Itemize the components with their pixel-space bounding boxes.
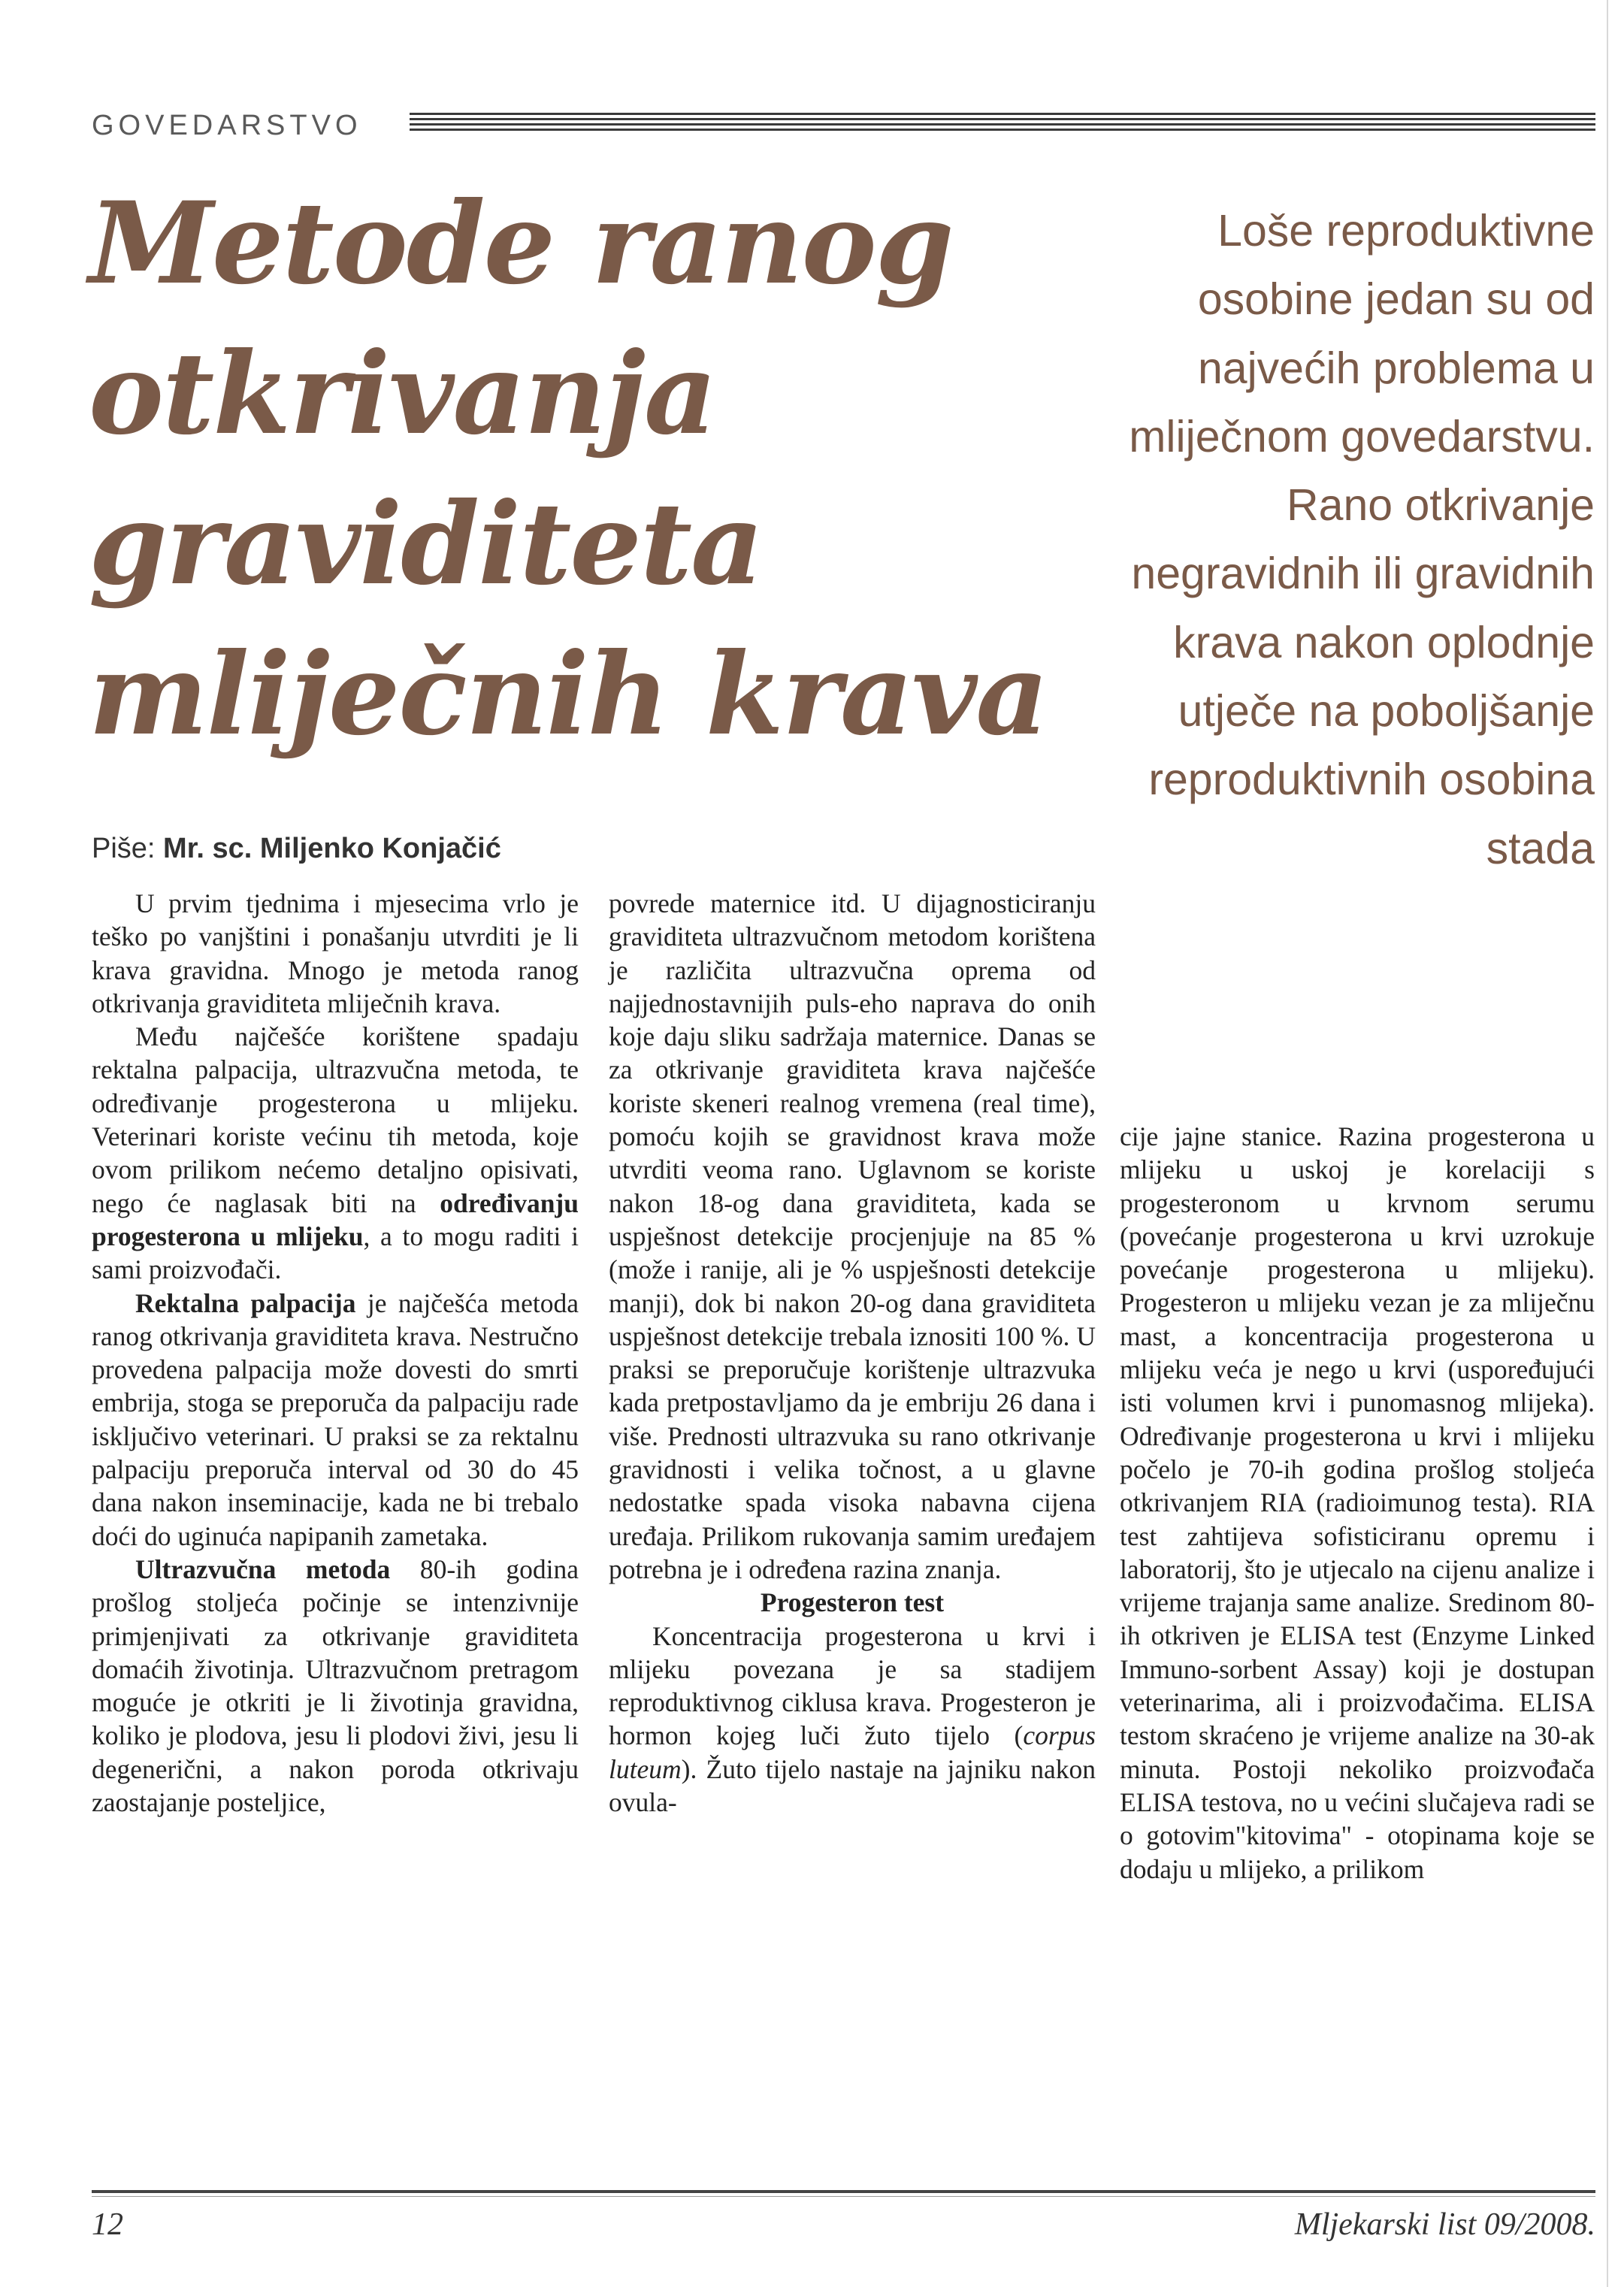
footer-rule-thin xyxy=(92,2196,1595,2197)
pull-quote: Loše reproduktivne osobine jedan su od najvećih problema u mliječnom govedarstvu. Rano otkrivanje negravidnih ili gravidnih krava nakon oplodnje utječe na poboljšanje reproduktivnih osobina stada xyxy=(1129,206,1595,873)
byline-prefix: Piše: xyxy=(92,833,164,864)
paragraph-text: je najčešća metoda ranog otkrivanja graviditeta krava. Nestručno provedena palpacija može dovesti do smrti embrija, stoga se preporuča da palpaciju rade isključivo veterinari. U praksi se za rektalnu palpaciju preporuča interval od 30 do 45 dana nakon inseminacije, kada ne bi trebalo doći do uginuća napipanih zametaka. xyxy=(92,1287,579,1551)
bold-term: određivanju progesterona u mlijeku xyxy=(92,1187,579,1251)
footer-rule xyxy=(92,2190,1595,2193)
paragraph-text: Koncentracija progesterona u krvi i mlijeku povezana je sa stadijem reproduktivnog ciklusa krava. Progesteron je hormon kojeg luči žuto tijelo ( xyxy=(609,1620,1096,1751)
article-title xyxy=(89,168,1066,770)
title-line-1: Metode ranog xyxy=(89,177,953,310)
bold-term: Rektalna palpacija xyxy=(135,1287,356,1318)
text-column-1 xyxy=(92,887,579,1819)
paragraph: cije jajne stanice. Razina progesterona u mlijeku u uskoj je korelaciji s progesteronom u krvnom serumu (povećanje progesterona u krvi uzrokuje povećanje progesterona u mlijeku). Progesteron u mlijeku vezan je za mliječnu mast, a koncentracija progesterona u mlijeku veća je nego u krvi (uspoređujući isti volumen krvi i punomasnog mlijeka). Određivanje progesterona u krvi i mlijeku počelo je 70-ih godina prošlog stoljeća otkrivanjem RIA (radioimunog testa). RIA test zahtijeva sofisticiranu opremu i laboratorij, što je utjecalo na cijenu analize i vrijeme trajanja same analize. Sredinom 80-ih otkriven je ELISA test (Enzyme Linked Immuno-sorbent Assay) koji je dostupan veterinarima, ali i proizvođačima. ELISA testom skraćeno je vrijeme analize na 30-ak minuta. Postoji nekoliko proizvođača ELISA testova, no u većini slučajeva radi se o gotovim"kitovima" - otopinama koje se dodaju u mlijeko, a prilikom xyxy=(1120,1121,1595,1884)
page-number: 12 xyxy=(92,2207,123,2242)
title-line-3: graviditeta xyxy=(89,478,763,610)
page-edge xyxy=(1607,0,1608,2287)
paragraph-text: 80-ih godina prošlog stoljeća počinje se intenzivnije primjenjivati za otkrivanje graviditeta domaćih životinja. Ultrazvučnom pretragom moguće je otkriti je li životinja gravidna, koliko je plodova, jesu li plodovi živi, jesu li degenerični, a nakon poroda otkrivaju zaostajanje posteljice, xyxy=(92,1553,579,1818)
paragraph-text: , a to mogu raditi i sami proizvođači. xyxy=(92,1221,579,1285)
paragraph: U prvim tjednima i mjesecima vrlo je teško po vanjštini i ponašanju utvrditi je li krava gravidna. Mnogo je metoda ranog otkrivanja graviditeta mliječnih krava. xyxy=(92,888,579,1018)
bold-term: Ultrazvučna metoda xyxy=(135,1553,391,1584)
title-line-2: otkrivanja xyxy=(89,328,716,460)
header-rule xyxy=(410,113,1595,132)
italic-term: corpus luteum xyxy=(609,1720,1096,1784)
paragraph-text: Među najčešće korištene spadaju rektalna palpacija, ultrazvučna metoda, te određivanje progesterona u mlijeku. Veterinari koriste većinu tih metoda, koje ovom prilikom nećemo detaljno opisivati, nego će naglasak biti na xyxy=(92,1021,579,1218)
byline-author: Mr. sc. Miljenko Konjačić xyxy=(163,833,501,864)
paragraph xyxy=(92,1287,579,1553)
paragraph: povrede maternice itd. U dijagnosticiranju graviditeta ultrazvučnom metodom korištena je različita ultrazvučna oprema od najjednostavnijih puls-eho naprava do onih koje daju sliku sadržaja maternice. Danas se za otkrivanje graviditeta krava najčešće koriste skeneri realnog vremena (real time), pomoću kojih se gravidnost krava može utvrditi veoma rano. Uglavnom se koriste nakon 18-og dana graviditeta, kada se uspješnost detekcije procjenjuje na 85 % (može i ranije, ali je % uspješnosti detekcije manji), dok bi nakon 20-og dana graviditeta uspješnost detekcije trebala iznositi 100 %. U praksi se preporučuje korištenje ultrazvuka kada pretpostavljamo da je embriju 26 dana i više. Prednosti ultrazvuka su rano otkrivanje gravidnosti i velika točnost, a u glavne nedostatke spada visoka nabavna cijena uređaja. Prilikom rukovanja samim uređajem potrebna je i određena razina znanja. xyxy=(609,888,1096,1584)
text-column-3 xyxy=(1120,1120,1595,1886)
paragraph xyxy=(92,1553,579,1819)
paragraph xyxy=(609,1620,1096,1820)
section-label: GOVEDARSTVO xyxy=(92,110,362,141)
title-line-4: mliječnih krava xyxy=(89,628,1048,761)
byline xyxy=(92,833,501,865)
paragraph xyxy=(92,1020,579,1286)
subheading: Progesteron test xyxy=(760,1587,945,1618)
journal-name: Mljekarski list 09/2008. xyxy=(1294,2207,1595,2242)
paragraph-text: ). Žuto tijelo nastaje na jajniku nakon ovula- xyxy=(609,1753,1096,1818)
text-column-2 xyxy=(609,887,1096,1819)
